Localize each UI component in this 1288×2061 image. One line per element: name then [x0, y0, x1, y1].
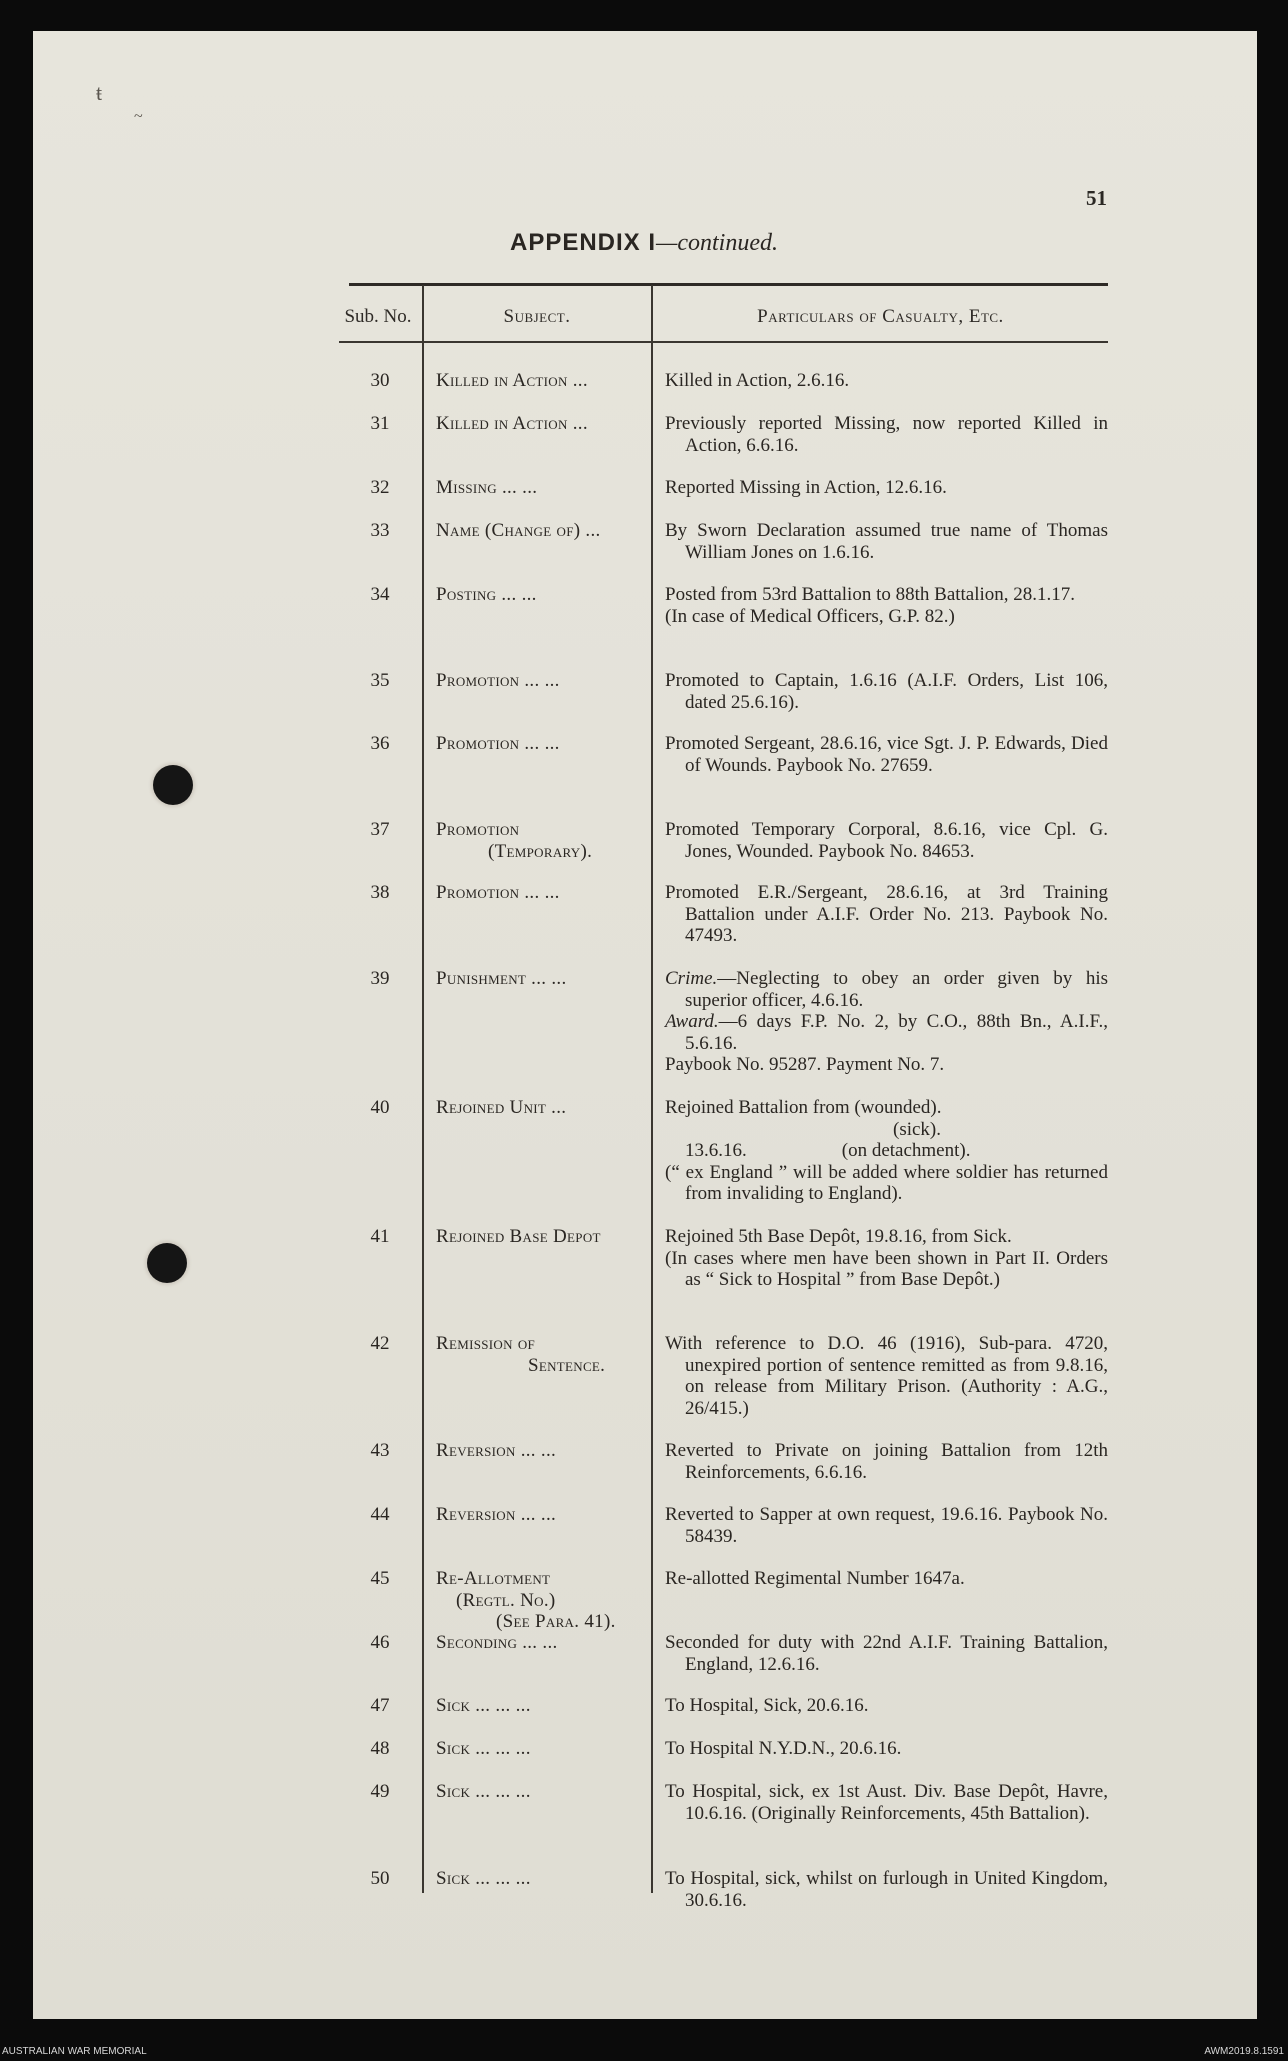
subject-line: Sick ... ... ...	[436, 1738, 531, 1759]
particulars-cell	[665, 477, 1108, 499]
page-heading	[0, 229, 1288, 257]
particulars-line: Re-allotted Regimental Number 1647a.	[665, 1568, 965, 1589]
subject-cell	[436, 477, 646, 499]
sub-number: 42	[370, 1333, 390, 1354]
particulars-cell	[665, 1695, 1108, 1717]
subject-cell	[436, 584, 646, 606]
subject-line: Sick ... ... ...	[436, 1695, 531, 1716]
table-top-rule	[349, 283, 1108, 286]
subject-line: Sick ... ... ...	[436, 1868, 531, 1889]
particulars-line: Reported Missing in Action, 12.6.16.	[665, 477, 947, 498]
particulars-cell	[665, 1440, 1108, 1483]
subject-cell	[436, 733, 646, 755]
particulars-line: To Hospital N.Y.D.N., 20.6.16.	[665, 1738, 902, 1759]
particulars-line: Previously reported Missing, now reported Killed in Action, 6.6.16.	[665, 413, 1108, 456]
particulars-line: Posted from 53rd Battalion to 88th Battalion, 28.1.17.	[665, 584, 1076, 605]
subject-cell	[436, 1333, 646, 1376]
page-number: 51	[1086, 186, 1107, 210]
subject-line: Sentence.	[528, 1354, 606, 1376]
column-header-subject: Subject.	[503, 306, 571, 327]
subject-cell	[436, 670, 646, 692]
subject-line: (Regtl. No.)	[456, 1589, 556, 1611]
column-header-particulars: Particulars of Casualty, Etc.	[757, 306, 1004, 327]
particulars-line: Reverted to Private on joining Battalion from 12th Reinforcements, 6.6.16.	[665, 1440, 1108, 1483]
subject-cell	[436, 520, 646, 542]
particulars-cell	[665, 1504, 1108, 1547]
sub-number: 45	[370, 1568, 390, 1589]
particulars-line: Crime.—Neglecting to obey an order given by his superior officer, 4.6.16.	[665, 968, 1108, 1011]
particulars-line: To Hospital, sick, ex 1st Aust. Div. Base Depôt, Havre, 10.6.16. (Originally Reinforcements, 45th Battalion).	[665, 1781, 1108, 1824]
subject-line: Missing ... ...	[436, 477, 538, 498]
particulars-line: Rejoined 5th Base Depôt, 19.8.16, from Sick.	[665, 1226, 1012, 1247]
sub-number: 48	[370, 1738, 390, 1759]
column-divider	[422, 285, 424, 1893]
pencil-mark: ŧ	[96, 80, 103, 105]
subject-line: Reversion ... ...	[436, 1504, 557, 1525]
sub-number: 33	[370, 520, 390, 541]
pencil-mark: ~	[134, 108, 143, 125]
punch-hole-icon	[147, 1243, 187, 1283]
subject-cell	[436, 1781, 646, 1803]
sub-number: 30	[370, 370, 390, 391]
subject-cell	[436, 968, 646, 990]
particulars-line: To Hospital, sick, whilst on furlough in United Kingdom, 30.6.16.	[665, 1868, 1108, 1911]
particulars-cell	[665, 882, 1108, 947]
sub-number: 47	[370, 1695, 390, 1716]
particulars-line: Promoted E.R./Sergeant, 28.6.16, at 3rd Training Battalion under A.I.F. Order No. 213. Paybook No. 47493.	[665, 882, 1108, 946]
sub-number: 49	[370, 1781, 390, 1802]
subject-cell	[436, 1695, 646, 1717]
particulars-line: (“ ex England ” will be added where soldier has returned from invaliding to England).	[665, 1161, 1108, 1204]
particulars-line: Promoted Sergeant, 28.6.16, vice Sgt. J. P. Edwards, Died of Wounds. Paybook No. 27659.	[665, 733, 1108, 776]
particulars-cell	[665, 1868, 1108, 1911]
subject-cell	[436, 413, 646, 435]
subject-cell	[436, 1632, 646, 1654]
subject-line: Rejoined Unit ...	[436, 1097, 567, 1118]
subject-line: Promotion	[436, 819, 520, 840]
subject-cell	[436, 1504, 646, 1526]
sub-number: 37	[370, 819, 390, 840]
particulars-line: With reference to D.O. 46 (1916), Sub-para. 4720, unexpired portion of sentence remitted as from 9.8.16, on release from Military Prison. (Authority : A.G., 26/415.)	[665, 1333, 1108, 1419]
subject-line: Posting ... ...	[436, 584, 537, 605]
particulars-line: Paybook No. 95287. Payment No. 7.	[665, 1054, 945, 1075]
sub-number: 44	[370, 1504, 390, 1525]
footer-accession: AWM2019.8.1591	[1204, 2046, 1284, 2057]
sub-number: 46	[370, 1632, 390, 1653]
subject-cell	[436, 882, 646, 904]
sub-number: 36	[370, 733, 390, 754]
particulars-cell	[665, 968, 1108, 1076]
subject-cell	[436, 1097, 646, 1119]
particulars-cell	[665, 413, 1108, 456]
particulars-line: Promoted Temporary Corporal, 8.6.16, vice Cpl. G. Jones, Wounded. Paybook No. 84653.	[665, 819, 1108, 862]
sub-number: 31	[370, 413, 390, 434]
subject-cell	[436, 1568, 646, 1633]
particulars-line: Reverted to Sapper at own request, 19.6.16. Paybook No. 58439.	[665, 1504, 1108, 1547]
particulars-cell	[665, 1781, 1108, 1824]
subject-line: Reversion ... ...	[436, 1440, 557, 1461]
subject-line: Sick ... ... ...	[436, 1781, 531, 1802]
heading-title: APPENDIX I	[509, 229, 657, 256]
subject-line: Punishment ... ...	[436, 968, 567, 989]
particulars-cell	[665, 520, 1108, 563]
sub-number: 32	[370, 477, 390, 498]
heading-continued: —continued.	[656, 230, 778, 256]
subject-line: Killed in Action ...	[436, 413, 588, 434]
particulars-cell	[665, 1632, 1108, 1675]
particulars-cell	[665, 733, 1108, 776]
particulars-line: To Hospital, Sick, 20.6.16.	[665, 1695, 869, 1716]
subject-line: Killed in Action ...	[436, 370, 588, 391]
subject-line: Promotion ... ...	[436, 882, 560, 903]
particulars-cell	[665, 584, 1108, 627]
column-header-sub-no: Sub. No.	[344, 306, 412, 327]
particulars-line: Promoted to Captain, 1.6.16 (A.I.F. Orders, List 106, dated 25.6.16).	[665, 670, 1108, 713]
sub-number: 50	[370, 1868, 390, 1889]
sub-number: 38	[370, 882, 390, 903]
sub-number: 41	[370, 1226, 390, 1247]
particulars-cell	[665, 1097, 1108, 1205]
subject-line: Remission of	[436, 1333, 536, 1354]
column-divider	[651, 285, 653, 1893]
sub-number: 40	[370, 1097, 390, 1118]
subject-line: Promotion ... ...	[436, 733, 560, 754]
particulars-cell	[665, 1738, 1108, 1760]
sub-number: 34	[370, 584, 390, 605]
footer-credit: AUSTRALIAN WAR MEMORIAL	[2, 2046, 147, 2057]
particulars-cell	[665, 819, 1108, 862]
subject-cell	[436, 1738, 646, 1760]
subject-line: Seconding ... ...	[436, 1632, 558, 1653]
particulars-label: Crime.	[665, 968, 718, 989]
particulars-line: 13.6.16. (on detachment).	[685, 1140, 971, 1161]
particulars-cell	[665, 670, 1108, 713]
subject-line: Name (Change of) ...	[436, 520, 601, 541]
particulars-line: Rejoined Battalion from (wounded).	[665, 1097, 942, 1118]
subject-cell	[436, 1226, 646, 1248]
subject-line: Promotion ... ...	[436, 670, 560, 691]
subject-cell	[436, 819, 646, 862]
particulars-line: Award.—6 days F.P. No. 2, by C.O., 88th Bn., A.I.F., 5.6.16.	[665, 1011, 1108, 1054]
particulars-line: By Sworn Declaration assumed true name of Thomas William Jones on 1.6.16.	[665, 520, 1108, 563]
particulars-line: Killed in Action, 2.6.16.	[665, 370, 850, 391]
particulars-line: (In case of Medical Officers, G.P. 82.)	[665, 605, 955, 627]
subject-line: (Temporary).	[488, 840, 593, 862]
particulars-line: (In cases where men have been shown in Part II. Orders as “ Sick to Hospital ” from Base Depôt.)	[665, 1247, 1108, 1290]
particulars-cell	[665, 370, 1108, 392]
subject-line: Re-Allotment	[436, 1568, 551, 1589]
particulars-cell	[665, 1333, 1108, 1419]
subject-cell	[436, 370, 646, 392]
subject-cell	[436, 1440, 646, 1462]
subject-line: (See Para. 41).	[496, 1611, 616, 1632]
particulars-cell	[665, 1568, 1108, 1590]
punch-hole-icon	[153, 765, 193, 805]
table-header-rule	[339, 341, 1108, 343]
particulars-line: (sick).	[893, 1118, 942, 1140]
particulars-label: Award.	[665, 1011, 719, 1032]
sub-number: 35	[370, 670, 390, 691]
particulars-cell	[665, 1226, 1108, 1291]
particulars-line: Seconded for duty with 22nd A.I.F. Training Battalion, England, 12.6.16.	[665, 1632, 1108, 1675]
sub-number: 43	[370, 1440, 390, 1461]
sub-number: 39	[370, 968, 390, 989]
subject-line: Rejoined Base Depot	[436, 1226, 601, 1247]
subject-cell	[436, 1868, 646, 1890]
